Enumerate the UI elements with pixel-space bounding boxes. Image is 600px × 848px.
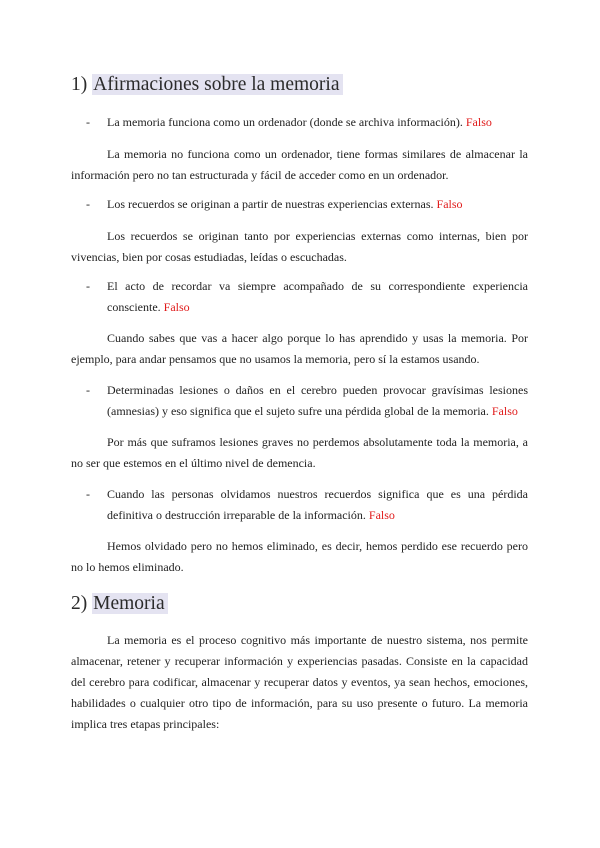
verdict-label: Falso — [163, 300, 190, 314]
statement-text — [107, 484, 528, 526]
bullet-dash: - — [86, 279, 90, 293]
statement-text — [107, 276, 528, 318]
statement-item-2 — [86, 194, 528, 215]
explanation-3: Cuando sabes que vas a hacer algo porque lo has aprendido y usas la memoria. Por ejemplo, para andar pensamos que no usamos la memoria, pero sí la estamos usando. — [71, 331, 528, 366]
explanation-4: Por más que suframos lesiones graves no perdemos absolutamente toda la memoria, a no ser que estemos en el último nivel de demencia. — [71, 435, 528, 470]
statement: El acto de recordar va siempre acompañado de su correspondiente experiencia consciente. — [107, 279, 528, 314]
statement: La memoria funciona como un ordenador (donde se archiva información). — [107, 115, 463, 129]
section-2-number: 2) — [71, 593, 88, 614]
statement: Los recuerdos se originan a partir de nuestras experiencias externas. — [107, 197, 434, 211]
verdict-label: Falso — [368, 508, 395, 522]
statement-text — [107, 380, 528, 422]
bullet-dash: - — [86, 197, 90, 211]
explanation-1: La memoria no funciona como un ordenador, tiene formas similares de almacenar la información pero no tan estructurada y fácil de acceder como en un ordenador. — [71, 147, 528, 182]
section-2-heading — [71, 591, 168, 617]
bullet-dash: - — [86, 115, 90, 129]
statement-item-5 — [86, 484, 528, 526]
statement-item-1 — [86, 112, 528, 133]
section-1-heading — [71, 72, 343, 98]
memory-paragraph: La memoria es el proceso cognitivo más importante de nuestro sistema, nos permite almacenar, retener y recuperar información y experiencias pasadas. Consiste en la capacidad del cerebro para codificar, almacenar y recuperar datos y eventos, ya sean hechos, emociones, habilidades o cualquier otro tipo de información, para su uso presente o futuro. La memoria implica tres etapas principales: — [71, 633, 528, 731]
statement-text — [107, 194, 528, 215]
bullet-dash: - — [86, 487, 90, 501]
section-1-number: 1) — [71, 74, 88, 95]
explanation-5: Hemos olvidado pero no hemos eliminado, es decir, hemos perdido ese recuerdo pero no lo hemos eliminado. — [71, 539, 528, 574]
statement: Cuando las personas olvidamos nuestros recuerdos significa que es una pérdida definitiva o destrucción irreparable de la información. — [107, 487, 528, 522]
bullet-dash: - — [86, 383, 90, 397]
verdict-label: Falso — [436, 197, 463, 211]
statement-item-3 — [86, 276, 528, 318]
verdict-label: Falso — [491, 404, 518, 418]
statement: Determinadas lesiones o daños en el cerebro pueden provocar gravísimas lesiones (amnesias) y eso significa que el sujeto sufre una pérdida global de la memoria. — [107, 383, 528, 418]
statement-text — [107, 112, 528, 133]
section-1-title: Afirmaciones sobre la memoria — [92, 74, 342, 95]
verdict-label: Falso — [465, 115, 492, 129]
section-2-title: Memoria — [92, 593, 167, 614]
statement-item-4 — [86, 380, 528, 422]
explanation-2: Los recuerdos se originan tanto por experiencias externas como internas, bien por vivencias, bien por cosas estudiadas, leídas o escuchadas. — [71, 229, 528, 264]
